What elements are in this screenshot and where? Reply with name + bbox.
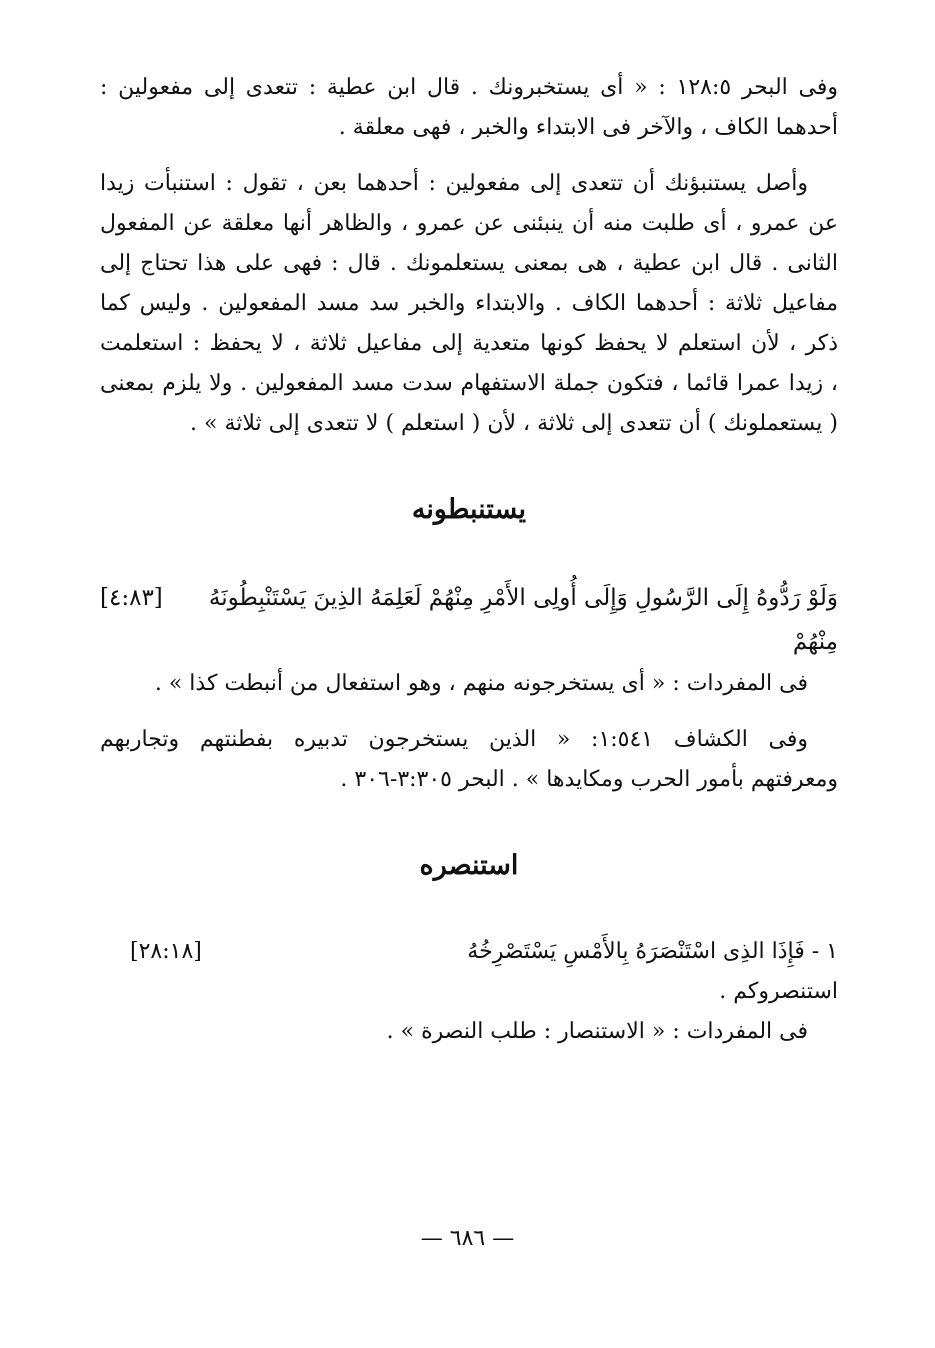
verse-meaning: استنصروكم . bbox=[719, 979, 838, 1004]
verse-text: ١ - فَإِذَا الذِى اسْتَنْصَرَهُ بِالأَمْسِ يَسْتَصْرِخُهُ bbox=[467, 939, 838, 964]
section-heading-istansarahu: استنصره bbox=[419, 850, 519, 881]
text-line: مفاعيل ثلاثة : أحدهما الكاف . والابتداء والخبر سد مسد المفعولين . وليس كما bbox=[100, 291, 838, 316]
text-line: وفى الكشاف ١:٥٤١: « الذين يستخرجون تدبيره بفطنتهم وتجاربهم bbox=[100, 727, 808, 752]
verse-reference: [٢٨:١٨] bbox=[130, 939, 202, 964]
verse-reference: [٤:٨٣] bbox=[100, 585, 163, 611]
quran-verse bbox=[100, 576, 838, 664]
text-line: وأصل يستنبؤنك أن تتعدى إلى مفعولين : أحدهما بعن ، تقول : استنبأت زيدا bbox=[100, 171, 808, 196]
quran-verse bbox=[100, 932, 838, 972]
paragraph-kashshaf bbox=[100, 720, 838, 800]
page-body bbox=[100, 68, 838, 1052]
text-line: ( يستعملونك ) أن تتعدى إلى ثلاثة ، لأن ( استعلم ) لا تتعدى إلى ثلاثة » . bbox=[190, 411, 838, 436]
page-number: — ٦٨٦ — bbox=[420, 1226, 515, 1251]
text-line: الثانى . قال ابن عطية ، هى بمعنى يستعلمونك . قال : فهى على هذا تحتاج إلى bbox=[100, 251, 838, 276]
text-line: أحدهما الكاف ، والآخر فى الابتداء والخبر ، فهى معلقة . bbox=[338, 115, 838, 140]
text-line: ومعرفتهم بأمور الحرب ومكايدها » . البحر ٣:٣٠٥-٣٠٦ . bbox=[340, 767, 838, 792]
text-line: وفى البحر ١٢٨:٥ : « أى يستخبرونك . قال ابن عطية : تتعدى إلى مفعولين : bbox=[100, 75, 838, 100]
text-line: ، زيدا عمرا قائما ، فتكون جملة الاستفهام سدت مسد المفعولين . ولا يلزم بمعنى bbox=[100, 371, 838, 396]
mufradat-note: فى المفردات : « أى يستخرجونه منهم ، وهو استفعال من أنبطت كذا » . bbox=[154, 671, 808, 696]
paragraph-bahr bbox=[100, 68, 838, 148]
verse-text: وَلَوْ رَدُّوهُ إِلَى الرَّسُولِ وَإِلَى أُولِى الأَمْرِ مِنْهُمْ لَعَلِمَهُ الذِينَ يَسْتَنْبِطُونَهُ مِنْهُمْ bbox=[208, 585, 838, 655]
paragraph-asl bbox=[100, 164, 838, 444]
text-line: ذكر ، لأن استعلم لا يحفظ كونها متعدية إلى مفاعيل ثلاثة ، لا يحفظ : استعلمت bbox=[100, 331, 838, 356]
text-line: عن عمرو ، أى طلبت منه أن ينبئنى عن عمرو ، والظاهر أنها معلقة عن المفعول bbox=[100, 211, 838, 236]
section-heading-yastanbitunahu: يستنبطونه bbox=[411, 494, 527, 525]
mufradat-note: فى المفردات : « الاستنصار : طلب النصرة » . bbox=[386, 1019, 808, 1044]
